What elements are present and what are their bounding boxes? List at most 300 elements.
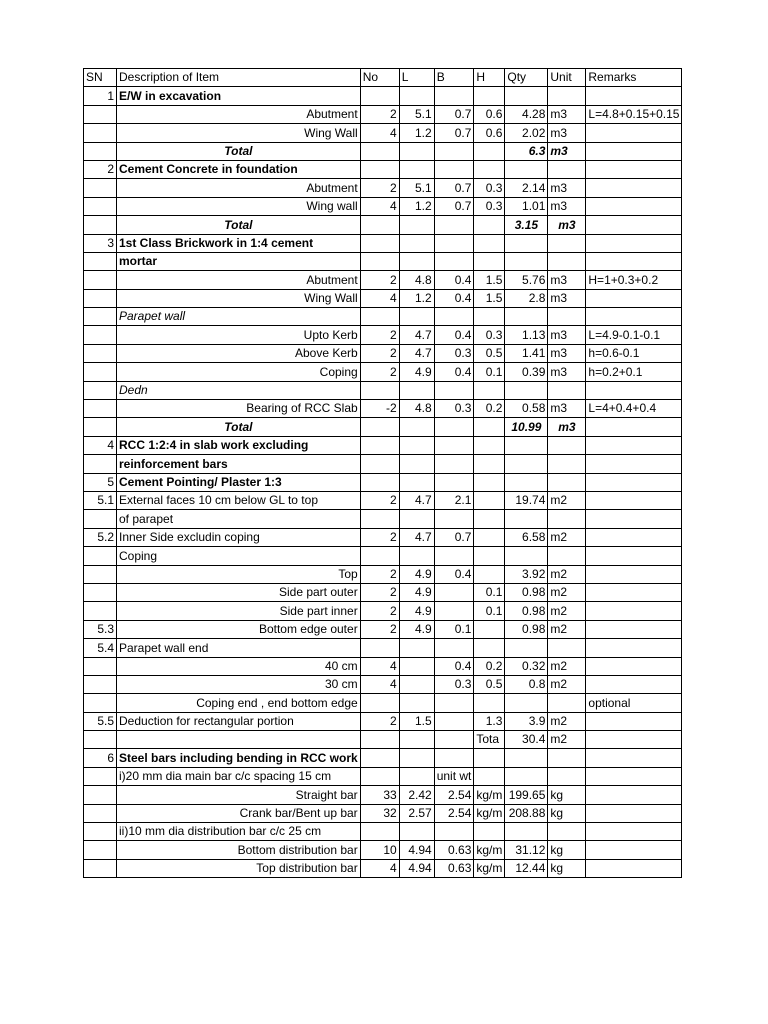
length-cell[interactable] [399, 473, 434, 491]
length-cell[interactable]: 1.2 [399, 289, 434, 307]
sn-cell[interactable]: 5.3 [84, 620, 117, 638]
unit-cell[interactable] [548, 694, 586, 712]
qty-cell[interactable]: 6.58 [505, 528, 548, 546]
unit-cell[interactable] [548, 252, 586, 270]
unit-cell[interactable]: m2 [548, 712, 586, 730]
remarks-cell[interactable] [586, 252, 682, 270]
no-cell[interactable] [360, 639, 399, 657]
qty-cell[interactable]: 4.28 [505, 105, 548, 123]
qty-cell[interactable] [505, 694, 548, 712]
length-cell[interactable]: 4.9 [399, 620, 434, 638]
sn-cell[interactable] [84, 694, 117, 712]
height-cell[interactable]: 0.3 [474, 326, 505, 344]
header-cell[interactable]: No [360, 69, 399, 87]
length-cell[interactable]: 4.7 [399, 326, 434, 344]
length-cell[interactable] [399, 657, 434, 675]
no-cell[interactable]: -2 [360, 400, 399, 418]
remarks-cell[interactable]: L=4.8+0.15+0.15 [586, 105, 682, 123]
remarks-cell[interactable] [586, 804, 682, 822]
length-cell[interactable]: 4.9 [399, 583, 434, 601]
unit-cell[interactable] [548, 308, 586, 326]
sn-cell[interactable] [84, 289, 117, 307]
remarks-cell[interactable] [586, 547, 682, 565]
description-cell[interactable]: Wing Wall [117, 124, 361, 142]
length-cell[interactable] [399, 639, 434, 657]
breadth-cell[interactable] [434, 510, 474, 528]
qty-cell[interactable] [505, 381, 548, 399]
description-cell[interactable]: of parapet [117, 510, 361, 528]
header-cell[interactable]: Remarks [586, 69, 682, 87]
breadth-cell[interactable]: 0.7 [434, 124, 474, 142]
length-cell[interactable] [399, 381, 434, 399]
length-cell[interactable]: 4.8 [399, 400, 434, 418]
remarks-cell[interactable]: L=4+0.4+0.4 [586, 400, 682, 418]
no-cell[interactable] [360, 308, 399, 326]
length-cell[interactable]: 4.9 [399, 363, 434, 381]
height-cell[interactable] [474, 823, 505, 841]
sn-cell[interactable]: 5.1 [84, 491, 117, 509]
height-cell[interactable]: 0.2 [474, 400, 505, 418]
height-cell[interactable] [474, 639, 505, 657]
length-cell[interactable]: 1.2 [399, 124, 434, 142]
length-cell[interactable] [399, 547, 434, 565]
breadth-cell[interactable] [434, 142, 474, 160]
remarks-cell[interactable] [586, 418, 682, 436]
height-cell[interactable] [474, 491, 505, 509]
sn-cell[interactable]: 5.2 [84, 528, 117, 546]
qty-cell[interactable] [505, 436, 548, 454]
remarks-cell[interactable]: h=0.6-0.1 [586, 344, 682, 362]
no-cell[interactable]: 2 [360, 528, 399, 546]
breadth-cell[interactable]: 0.7 [434, 197, 474, 215]
no-cell[interactable]: 2 [360, 491, 399, 509]
height-cell[interactable]: 0.3 [474, 197, 505, 215]
qty-cell[interactable] [505, 252, 548, 270]
remarks-cell[interactable] [586, 473, 682, 491]
height-cell[interactable] [474, 381, 505, 399]
sn-cell[interactable] [84, 602, 117, 620]
height-cell[interactable]: 0.2 [474, 657, 505, 675]
remarks-cell[interactable] [586, 289, 682, 307]
length-cell[interactable]: 1.2 [399, 197, 434, 215]
height-cell[interactable] [474, 767, 505, 785]
breadth-cell[interactable]: 0.3 [434, 344, 474, 362]
height-cell[interactable] [474, 694, 505, 712]
length-cell[interactable]: 4.9 [399, 565, 434, 583]
qty-cell[interactable] [505, 547, 548, 565]
height-cell[interactable]: 0.1 [474, 583, 505, 601]
no-cell[interactable] [360, 749, 399, 767]
qty-cell[interactable] [505, 234, 548, 252]
remarks-cell[interactable] [586, 124, 682, 142]
qty-cell[interactable] [505, 473, 548, 491]
qty-cell[interactable]: 3.9 [505, 712, 548, 730]
description-cell[interactable]: Crank bar/Bent up bar [117, 804, 361, 822]
remarks-cell[interactable] [586, 602, 682, 620]
description-cell[interactable]: 30 cm [117, 675, 361, 693]
sn-cell[interactable] [84, 841, 117, 859]
length-cell[interactable] [399, 694, 434, 712]
sn-cell[interactable] [84, 859, 117, 877]
qty-cell[interactable]: 0.8 [505, 675, 548, 693]
breadth-cell[interactable] [434, 694, 474, 712]
no-cell[interactable] [360, 510, 399, 528]
length-cell[interactable] [399, 767, 434, 785]
sn-cell[interactable]: 4 [84, 436, 117, 454]
unit-cell[interactable]: m2 [548, 731, 586, 749]
height-cell[interactable] [474, 528, 505, 546]
description-cell[interactable]: Wing wall [117, 197, 361, 215]
no-cell[interactable]: 2 [360, 326, 399, 344]
length-cell[interactable] [399, 675, 434, 693]
no-cell[interactable] [360, 234, 399, 252]
qty-cell[interactable]: 0.98 [505, 583, 548, 601]
breadth-cell[interactable]: 0.4 [434, 657, 474, 675]
description-cell[interactable]: Inner Side excludin coping [117, 528, 361, 546]
breadth-cell[interactable]: 0.4 [434, 363, 474, 381]
breadth-cell[interactable]: 2.1 [434, 491, 474, 509]
no-cell[interactable] [360, 160, 399, 178]
breadth-cell[interactable] [434, 234, 474, 252]
qty-cell[interactable]: 0.39 [505, 363, 548, 381]
length-cell[interactable] [399, 510, 434, 528]
header-cell[interactable]: L [399, 69, 434, 87]
description-cell[interactable]: reinforcement bars [117, 455, 361, 473]
no-cell[interactable]: 4 [360, 124, 399, 142]
qty-cell[interactable] [505, 823, 548, 841]
description-cell[interactable]: Steel bars including bending in RCC work [117, 749, 361, 767]
breadth-cell[interactable]: 2.54 [434, 804, 474, 822]
height-cell[interactable] [474, 510, 505, 528]
breadth-cell[interactable] [434, 418, 474, 436]
unit-cell[interactable] [548, 749, 586, 767]
height-cell[interactable] [474, 620, 505, 638]
description-cell[interactable]: Abutment [117, 179, 361, 197]
unit-cell[interactable] [548, 455, 586, 473]
height-cell[interactable]: kg/m [474, 804, 505, 822]
description-cell[interactable]: Parapet wall end [117, 639, 361, 657]
remarks-cell[interactable] [586, 620, 682, 638]
no-cell[interactable] [360, 823, 399, 841]
sn-cell[interactable] [84, 124, 117, 142]
no-cell[interactable] [360, 767, 399, 785]
description-cell[interactable]: Bottom distribution bar [117, 841, 361, 859]
remarks-cell[interactable] [586, 657, 682, 675]
height-cell[interactable]: 1.5 [474, 271, 505, 289]
remarks-cell[interactable] [586, 491, 682, 509]
length-cell[interactable]: 2.42 [399, 786, 434, 804]
breadth-cell[interactable]: 0.63 [434, 841, 474, 859]
sn-cell[interactable] [84, 381, 117, 399]
unit-cell[interactable]: m2 [548, 602, 586, 620]
unit-cell[interactable]: m3 [548, 142, 586, 160]
remarks-cell[interactable] [586, 160, 682, 178]
length-cell[interactable]: 5.1 [399, 179, 434, 197]
length-cell[interactable] [399, 216, 434, 234]
description-cell[interactable]: 40 cm [117, 657, 361, 675]
sn-cell[interactable] [84, 767, 117, 785]
height-cell[interactable]: 0.3 [474, 179, 505, 197]
breadth-cell[interactable] [434, 823, 474, 841]
height-cell[interactable]: 1.3 [474, 712, 505, 730]
unit-cell[interactable]: m2 [548, 491, 586, 509]
no-cell[interactable]: 2 [360, 602, 399, 620]
description-cell[interactable]: Straight bar [117, 786, 361, 804]
unit-cell[interactable] [548, 767, 586, 785]
qty-cell[interactable] [505, 510, 548, 528]
description-cell[interactable]: Upto Kerb [117, 326, 361, 344]
qty-cell[interactable] [505, 767, 548, 785]
description-cell[interactable]: Side part outer [117, 583, 361, 601]
remarks-cell[interactable]: L=4.9-0.1-0.1 [586, 326, 682, 344]
unit-cell[interactable]: m3 [548, 418, 586, 436]
unit-cell[interactable]: kg [548, 841, 586, 859]
header-cell[interactable]: SN [84, 69, 117, 87]
qty-cell[interactable] [505, 639, 548, 657]
height-cell[interactable]: kg/m [474, 841, 505, 859]
length-cell[interactable]: 1.5 [399, 712, 434, 730]
sn-cell[interactable] [84, 583, 117, 601]
length-cell[interactable] [399, 823, 434, 841]
height-cell[interactable] [474, 252, 505, 270]
remarks-cell[interactable] [586, 142, 682, 160]
qty-cell[interactable]: 19.74 [505, 491, 548, 509]
unit-cell[interactable]: m3 [548, 344, 586, 362]
sn-cell[interactable] [84, 216, 117, 234]
qty-cell[interactable]: 30.4 [505, 731, 548, 749]
qty-cell[interactable]: 2.02 [505, 124, 548, 142]
no-cell[interactable] [360, 87, 399, 105]
breadth-cell[interactable]: 0.7 [434, 105, 474, 123]
description-cell[interactable]: Total [117, 418, 361, 436]
remarks-cell[interactable] [586, 749, 682, 767]
sn-cell[interactable] [84, 565, 117, 583]
qty-cell[interactable]: 0.32 [505, 657, 548, 675]
breadth-cell[interactable] [434, 308, 474, 326]
description-cell[interactable]: Abutment [117, 105, 361, 123]
no-cell[interactable] [360, 142, 399, 160]
unit-cell[interactable]: m3 [548, 216, 586, 234]
remarks-cell[interactable] [586, 179, 682, 197]
breadth-cell[interactable] [434, 473, 474, 491]
height-cell[interactable]: 0.5 [474, 344, 505, 362]
breadth-cell[interactable]: 0.4 [434, 565, 474, 583]
no-cell[interactable]: 10 [360, 841, 399, 859]
length-cell[interactable] [399, 455, 434, 473]
remarks-cell[interactable] [586, 823, 682, 841]
height-cell[interactable] [474, 473, 505, 491]
qty-cell[interactable]: 3.92 [505, 565, 548, 583]
unit-cell[interactable]: m3 [548, 105, 586, 123]
no-cell[interactable]: 2 [360, 344, 399, 362]
qty-cell[interactable]: 1.13 [505, 326, 548, 344]
breadth-cell[interactable]: 0.3 [434, 675, 474, 693]
breadth-cell[interactable]: 0.63 [434, 859, 474, 877]
no-cell[interactable] [360, 473, 399, 491]
no-cell[interactable]: 4 [360, 197, 399, 215]
description-cell[interactable]: Wing Wall [117, 289, 361, 307]
no-cell[interactable] [360, 381, 399, 399]
unit-cell[interactable]: m2 [548, 657, 586, 675]
remarks-cell[interactable] [586, 234, 682, 252]
unit-cell[interactable] [548, 160, 586, 178]
height-cell[interactable] [474, 455, 505, 473]
height-cell[interactable] [474, 142, 505, 160]
breadth-cell[interactable] [434, 731, 474, 749]
sn-cell[interactable] [84, 823, 117, 841]
unit-cell[interactable] [548, 510, 586, 528]
no-cell[interactable] [360, 252, 399, 270]
remarks-cell[interactable] [586, 767, 682, 785]
remarks-cell[interactable] [586, 510, 682, 528]
sn-cell[interactable] [84, 344, 117, 362]
unit-cell[interactable]: m2 [548, 565, 586, 583]
description-cell[interactable]: Dedn [117, 381, 361, 399]
breadth-cell[interactable] [434, 602, 474, 620]
length-cell[interactable] [399, 749, 434, 767]
description-cell[interactable] [117, 731, 361, 749]
remarks-cell[interactable] [586, 565, 682, 583]
description-cell[interactable]: Bottom edge outer [117, 620, 361, 638]
remarks-cell[interactable] [586, 197, 682, 215]
description-cell[interactable]: RCC 1:2:4 in slab work excluding [117, 436, 361, 454]
qty-cell[interactable]: 3.15 [505, 216, 548, 234]
remarks-cell[interactable] [586, 216, 682, 234]
no-cell[interactable] [360, 731, 399, 749]
no-cell[interactable]: 2 [360, 363, 399, 381]
unit-cell[interactable]: m3 [548, 326, 586, 344]
unit-cell[interactable]: m2 [548, 675, 586, 693]
sn-cell[interactable] [84, 657, 117, 675]
description-cell[interactable]: Coping [117, 363, 361, 381]
length-cell[interactable] [399, 142, 434, 160]
description-cell[interactable]: Deduction for rectangular portion [117, 712, 361, 730]
description-cell[interactable]: Coping end , end bottom edge [117, 694, 361, 712]
unit-cell[interactable]: m2 [548, 583, 586, 601]
length-cell[interactable] [399, 252, 434, 270]
unit-cell[interactable]: kg [548, 804, 586, 822]
description-cell[interactable]: mortar [117, 252, 361, 270]
header-cell[interactable]: Qty [505, 69, 548, 87]
breadth-cell[interactable]: 0.1 [434, 620, 474, 638]
length-cell[interactable]: 4.7 [399, 528, 434, 546]
remarks-cell[interactable]: h=0.2+0.1 [586, 363, 682, 381]
sn-cell[interactable] [84, 197, 117, 215]
length-cell[interactable]: 4.9 [399, 602, 434, 620]
no-cell[interactable]: 2 [360, 105, 399, 123]
remarks-cell[interactable] [586, 712, 682, 730]
qty-cell[interactable]: 5.76 [505, 271, 548, 289]
qty-cell[interactable]: 1.41 [505, 344, 548, 362]
height-cell[interactable] [474, 234, 505, 252]
unit-cell[interactable] [548, 823, 586, 841]
no-cell[interactable] [360, 216, 399, 234]
remarks-cell[interactable] [586, 308, 682, 326]
no-cell[interactable] [360, 694, 399, 712]
sn-cell[interactable]: 6 [84, 749, 117, 767]
breadth-cell[interactable] [434, 583, 474, 601]
no-cell[interactable]: 2 [360, 179, 399, 197]
length-cell[interactable] [399, 418, 434, 436]
breadth-cell[interactable]: 0.4 [434, 271, 474, 289]
no-cell[interactable]: 4 [360, 289, 399, 307]
no-cell[interactable]: 2 [360, 712, 399, 730]
breadth-cell[interactable]: 0.3 [434, 400, 474, 418]
sn-cell[interactable] [84, 179, 117, 197]
height-cell[interactable] [474, 308, 505, 326]
qty-cell[interactable]: 208.88 [505, 804, 548, 822]
description-cell[interactable]: E/W in excavation [117, 87, 361, 105]
length-cell[interactable]: 4.7 [399, 491, 434, 509]
no-cell[interactable]: 4 [360, 859, 399, 877]
breadth-cell[interactable] [434, 436, 474, 454]
breadth-cell[interactable] [434, 160, 474, 178]
remarks-cell[interactable] [586, 859, 682, 877]
breadth-cell[interactable] [434, 216, 474, 234]
qty-cell[interactable] [505, 749, 548, 767]
sn-cell[interactable]: 5.4 [84, 639, 117, 657]
description-cell[interactable]: Cement Concrete in foundation [117, 160, 361, 178]
remarks-cell[interactable] [586, 786, 682, 804]
sn-cell[interactable]: 5 [84, 473, 117, 491]
no-cell[interactable] [360, 547, 399, 565]
unit-cell[interactable] [548, 436, 586, 454]
sn-cell[interactable] [84, 804, 117, 822]
height-cell[interactable] [474, 418, 505, 436]
unit-cell[interactable]: m3 [548, 289, 586, 307]
description-cell[interactable]: Side part inner [117, 602, 361, 620]
header-cell[interactable]: Unit [548, 69, 586, 87]
description-cell[interactable]: i)20 mm dia main bar c/c spacing 15 cm [117, 767, 361, 785]
remarks-cell[interactable] [586, 675, 682, 693]
breadth-cell[interactable] [434, 87, 474, 105]
height-cell[interactable]: Tota [474, 731, 505, 749]
length-cell[interactable]: 2.57 [399, 804, 434, 822]
description-cell[interactable]: Top distribution bar [117, 859, 361, 877]
height-cell[interactable] [474, 749, 505, 767]
sn-cell[interactable] [84, 326, 117, 344]
height-cell[interactable]: 0.6 [474, 124, 505, 142]
qty-cell[interactable] [505, 455, 548, 473]
breadth-cell[interactable] [434, 639, 474, 657]
breadth-cell[interactable]: unit wt [434, 767, 474, 785]
description-cell[interactable]: Abutment [117, 271, 361, 289]
sn-cell[interactable]: 3 [84, 234, 117, 252]
qty-cell[interactable] [505, 308, 548, 326]
length-cell[interactable]: 4.94 [399, 859, 434, 877]
height-cell[interactable]: 0.6 [474, 105, 505, 123]
remarks-cell[interactable] [586, 583, 682, 601]
unit-cell[interactable]: kg [548, 786, 586, 804]
length-cell[interactable] [399, 234, 434, 252]
sn-cell[interactable] [84, 400, 117, 418]
qty-cell[interactable]: 0.98 [505, 620, 548, 638]
unit-cell[interactable] [548, 547, 586, 565]
unit-cell[interactable]: m2 [548, 620, 586, 638]
length-cell[interactable]: 4.94 [399, 841, 434, 859]
qty-cell[interactable] [505, 87, 548, 105]
breadth-cell[interactable]: 0.4 [434, 289, 474, 307]
no-cell[interactable]: 32 [360, 804, 399, 822]
height-cell[interactable]: 0.1 [474, 363, 505, 381]
description-cell[interactable]: Above Kerb [117, 344, 361, 362]
remarks-cell[interactable] [586, 455, 682, 473]
header-cell[interactable]: H [474, 69, 505, 87]
height-cell[interactable] [474, 216, 505, 234]
unit-cell[interactable] [548, 639, 586, 657]
qty-cell[interactable]: 2.8 [505, 289, 548, 307]
no-cell[interactable]: 2 [360, 271, 399, 289]
